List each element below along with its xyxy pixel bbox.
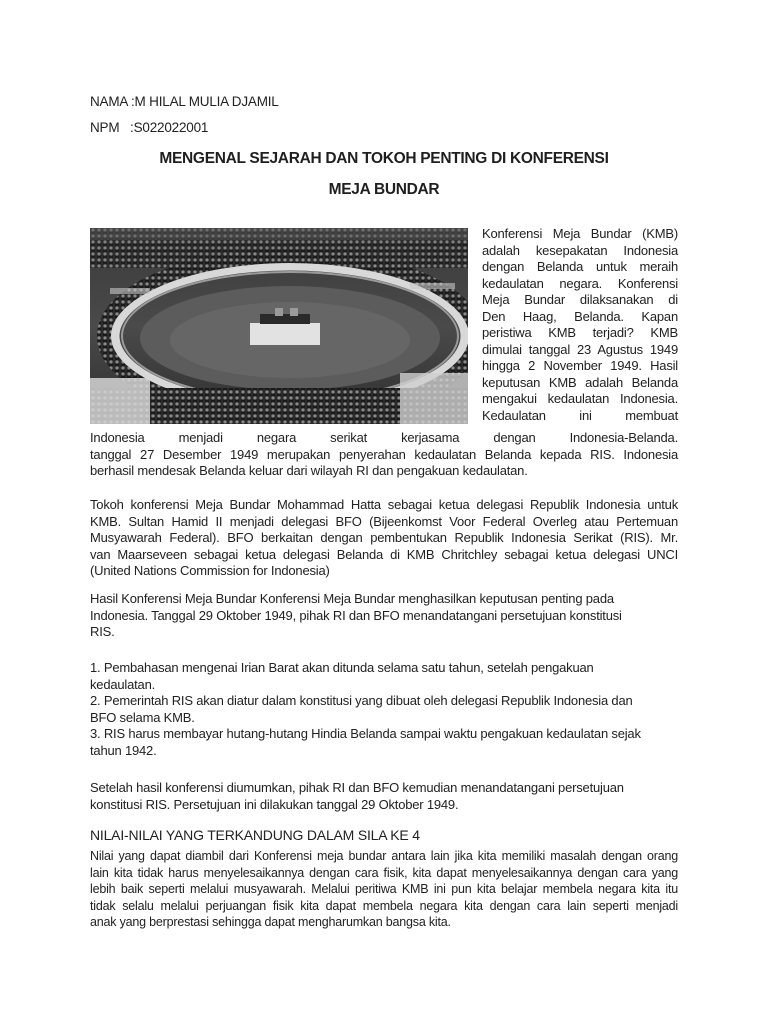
conference-photo <box>90 228 468 424</box>
text-line: tahun 1942. <box>90 742 157 758</box>
text-line: Hasil Konferensi Meja Bundar Konferensi Meja Bundar menghasilkan keputusan penting pada <box>90 591 614 606</box>
text-line: Den Haag, Belanda. Kapan <box>482 308 678 324</box>
text-line: Kedaulatan ini membuat <box>482 407 678 423</box>
paragraph-tokoh <box>90 497 678 580</box>
text-line: KMB. Sultan Hamid II menjadi delegasi BFO (Bijeenkomst Voor Federal Overleg atau Pertemuan <box>90 513 678 529</box>
text-line: peristiwa KMB terjadi? KMB <box>482 325 678 340</box>
text-line: Musyawarah Federal). BFO berkaitan dengan pembentukan Republik Indonesia Serikat (RIS). Mr. <box>90 530 678 545</box>
paragraph-1-wrapped <box>482 226 678 424</box>
document-title-line-2: MEJA BUNDAR <box>328 181 440 198</box>
text-line: kedaulatan negara. Konferensi <box>482 275 678 291</box>
section-heading-sila-4: NILAI-NILAI YANG TERKANDUNG DALAM SILA KE 4 <box>90 827 420 843</box>
text-line: Nilai yang dapat diambil dari Konferensi meja bundar antara lain jika kita memiliki masalah dengan orang <box>90 849 678 863</box>
paragraph-persetujuan <box>90 780 678 813</box>
text-line: adalah kesepakatan Indonesia <box>482 242 678 258</box>
text-line: Konferensi Meja Bundar (KMB) <box>482 226 678 241</box>
text-line: dimulai tanggal 23 Agustus 1949 <box>482 341 678 357</box>
results-list <box>90 660 678 759</box>
text-line: lain kita tidak harus menyelesaikannya dengan cara fisik, kita dapat menyelesaikannya dengan cara yang <box>90 865 678 880</box>
text-line: dengan Belanda untuk meraih <box>482 259 678 274</box>
text-line: Setelah hasil konferensi diumumkan, pihak RI dan BFO kemudian menandatangani persetujuan <box>90 780 624 795</box>
text-line: mengakui kedaulatan Indonesia. <box>482 391 678 406</box>
text-line: 3. RIS harus membayar hutang-hutang Hindia Belanda sampai waktu pengakuan kedaulatan sejak <box>90 726 641 741</box>
text-line: tanggal 27 Desember 1949 merupakan penyerahan kedaulatan Belanda kepada RIS. Indonesia <box>90 446 678 462</box>
student-name: NAMA :M HILAL MULIA DJAMIL <box>90 94 279 109</box>
text-line: van Maarseveen sebagai ketua delegasi Belanda di KMB Chritchley sebagai ketua delegasi UNCI <box>90 546 678 562</box>
document-title-line-1: MENGENAL SEJARAH DAN TOKOH PENTING DI KONFERENSI <box>159 150 609 167</box>
text-line: keputusan KMB adalah Belanda <box>482 374 678 390</box>
paragraph-1-continuation <box>90 430 678 480</box>
text-line: berhasil mendesak Belanda keluar dari wilayah RI dan pengakuan kedaulatan. <box>90 463 528 478</box>
text-line: Meja Bundar dilaksanakan di <box>482 292 678 307</box>
text-line: Indonesia. Tanggal 29 Oktober 1949, pihak RI dan BFO menandatangani persetujuan konstitusi <box>90 607 622 623</box>
text-line: kedaulatan. <box>90 676 156 692</box>
text-line: lebih baik seperti melalui musyawarah. Melalui peritiwa KMB ini pun kita belajar membela negara kita itu <box>90 882 678 896</box>
text-line: Tokoh konferensi Meja Bundar Mohammad Hatta sebagai ketua delegasi Republik Indonesia untuk <box>90 497 678 512</box>
text-line: RIS. <box>90 624 115 639</box>
paragraph-nilai <box>90 848 678 931</box>
text-line: BFO selama KMB. <box>90 709 195 725</box>
text-line: hingga 2 November 1949. Hasil <box>482 358 678 373</box>
text-line: anak yang berprestasi sehingga dapat mengharumkan bangsa kita. <box>90 915 451 929</box>
text-line: (United Nations Commission for Indonesia) <box>90 563 330 578</box>
text-line: konstitusi RIS. Persetujuan ini dilakukan tanggal 29 Oktober 1949. <box>90 796 459 812</box>
text-line: Indonesia menjadi negara serikat kerjasama dengan Indonesia-Belanda. <box>90 430 678 445</box>
paragraph-hasil <box>90 591 678 641</box>
text-line: 2. Pemerintah RIS akan diatur dalam konstitusi yang dibuat oleh delegasi Republik Indonesia dan <box>90 693 633 708</box>
text-line: tidak selalu melalui perjuangan fisik kita dapat membela negara kita dengan cara lain seperti menjadi <box>90 898 678 913</box>
student-npm: NPM :S022022001 <box>90 120 209 135</box>
text-line: 1. Pembahasan mengenai Irian Barat akan ditunda selama satu tahun, setelah pengakuan <box>90 660 594 675</box>
